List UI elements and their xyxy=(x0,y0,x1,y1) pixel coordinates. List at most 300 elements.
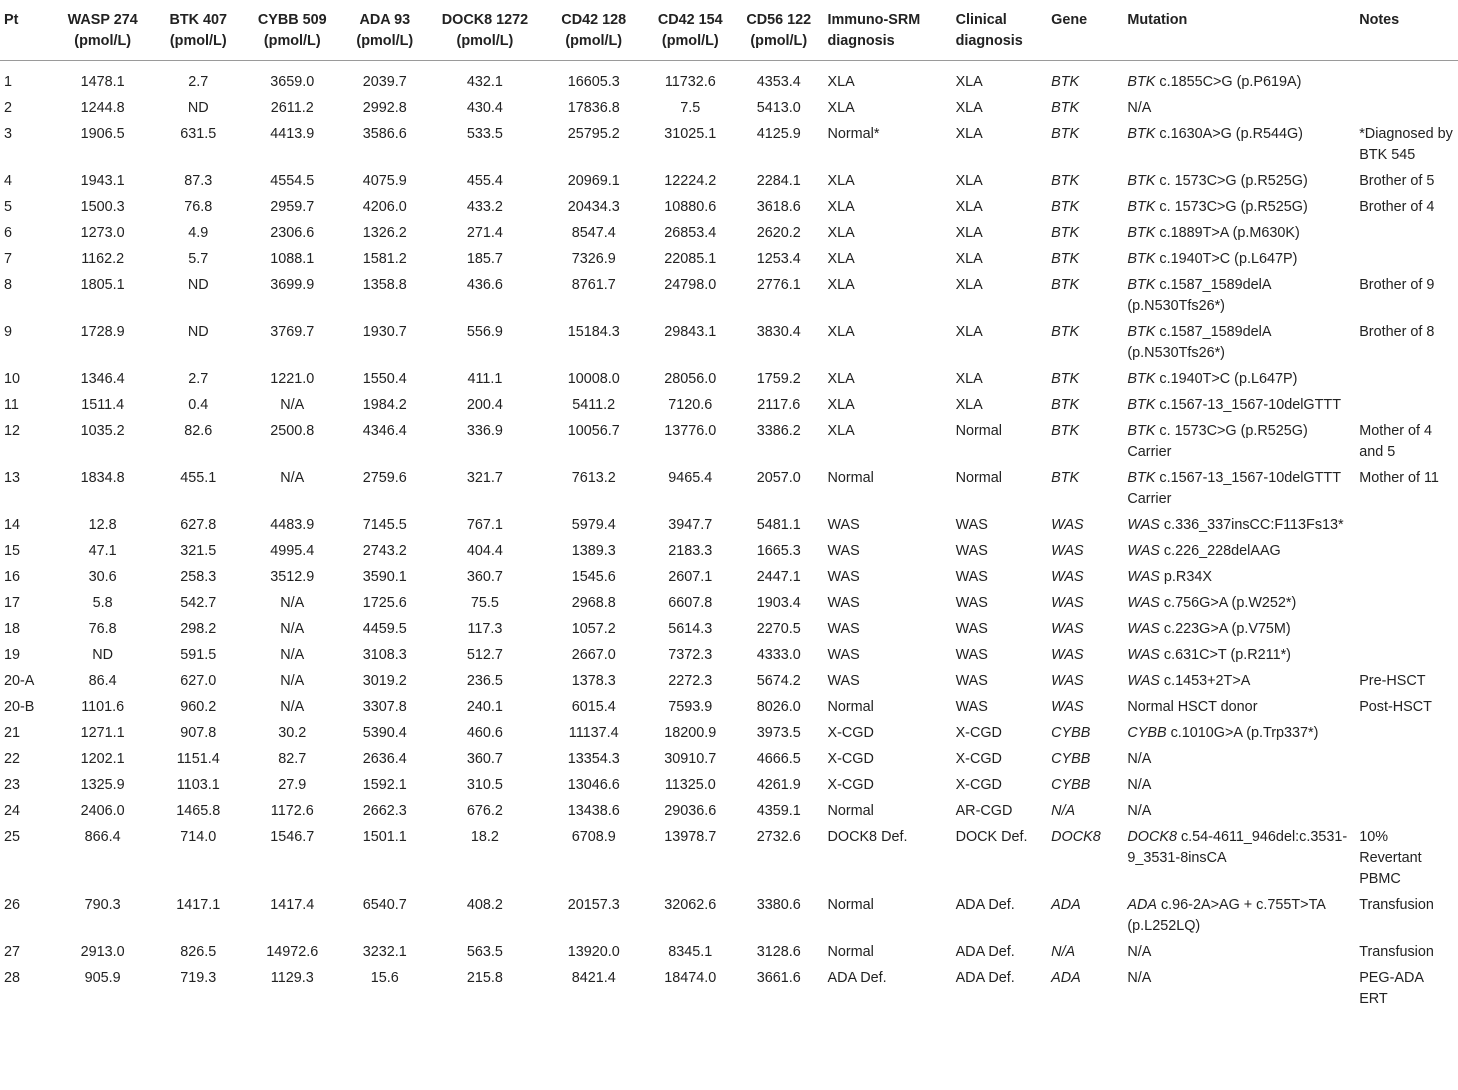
cell-immuno: XLA xyxy=(827,371,855,387)
cell-btk: 627.0 xyxy=(180,673,217,689)
mutation-text: N/A xyxy=(1127,100,1152,116)
cell-dock8: 767.1 xyxy=(466,517,503,533)
cell-clinical: XLA xyxy=(955,173,983,189)
cell-notes: Mother of 11 xyxy=(1359,470,1439,486)
cell-cd42-128: 8421.4 xyxy=(571,970,616,986)
cell-clinical: AR-CGD xyxy=(955,803,1013,819)
cell-ada: 1592.1 xyxy=(362,777,407,793)
cell-cd42-154: 13978.7 xyxy=(664,829,717,845)
cell-cybb: N/A xyxy=(280,470,305,486)
mutation-gene: BTK xyxy=(1127,397,1156,413)
cell-immuno: DOCK8 Def. xyxy=(827,829,908,845)
cell-pt: 14 xyxy=(4,517,21,533)
cell-mutation xyxy=(1123,61,1355,96)
cell-btk: 719.3 xyxy=(180,970,217,986)
cell-cd42-128: 6708.9 xyxy=(571,829,616,845)
cell-cybb: 1546.7 xyxy=(270,829,315,845)
cell-cd42-154: 24798.0 xyxy=(664,277,717,293)
cell-notes xyxy=(1355,773,1458,799)
cell-cd42-154: 2183.3 xyxy=(668,543,713,559)
cell-gene: BTK xyxy=(1051,397,1080,413)
cell-ada: 1725.6 xyxy=(362,595,407,611)
cell-pt: 2 xyxy=(4,100,13,116)
cell-wasp: 1162.2 xyxy=(81,251,125,267)
cell-cd42-128: 20969.1 xyxy=(567,173,620,189)
table-row xyxy=(0,643,1458,669)
cell-clinical: X-CGD xyxy=(955,777,1002,793)
cell-notes xyxy=(1355,367,1458,393)
cell-mutation xyxy=(1123,96,1355,122)
cell-dock8: 215.8 xyxy=(466,970,503,986)
cell-clinical: Normal xyxy=(955,470,1002,486)
cell-pt: 21 xyxy=(4,725,21,741)
cell-cybb: 3659.0 xyxy=(270,74,315,90)
cell-cd56: 3661.6 xyxy=(756,970,801,986)
cell-cd56: 2057.0 xyxy=(756,470,801,486)
cell-cybb: 4995.4 xyxy=(270,543,315,559)
cell-clinical: WAS xyxy=(955,699,988,715)
cell-wasp: 1943.1 xyxy=(80,173,125,189)
cell-dock8: 556.9 xyxy=(466,324,503,340)
cell-cybb: 4413.9 xyxy=(270,126,315,142)
cell-gene: ADA xyxy=(1051,970,1081,986)
cell-notes xyxy=(1355,247,1458,273)
mutation-text: c. 1573C>G (p.R525G) xyxy=(1159,199,1308,215)
cell-immuno: WAS xyxy=(827,543,860,559)
cell-notes xyxy=(1355,513,1458,539)
cell-immuno: WAS xyxy=(827,647,860,663)
cell-cd42-128: 17836.8 xyxy=(567,100,620,116)
cell-cd42-154: 2607.1 xyxy=(668,569,713,585)
cell-dock8: 75.5 xyxy=(470,595,499,611)
column-header-cd42-154: CD42 154 (pmol/L) xyxy=(647,0,734,61)
cell-btk: 960.2 xyxy=(180,699,217,715)
cell-wasp: 1271.1 xyxy=(80,725,125,741)
cell-immuno: XLA xyxy=(827,225,855,241)
cell-mutation xyxy=(1123,247,1355,273)
cell-cd42-128: 15184.3 xyxy=(567,324,620,340)
cell-wasp: 2913.0 xyxy=(80,944,125,960)
table-row xyxy=(0,893,1458,940)
cell-notes: Transfusion xyxy=(1359,944,1434,960)
cell-cd42-154: 7593.9 xyxy=(668,699,713,715)
mutation-gene: BTK xyxy=(1127,470,1156,486)
cell-pt: 4 xyxy=(4,173,13,189)
cell-gene: WAS xyxy=(1051,543,1084,559)
cell-pt: 20-B xyxy=(4,699,35,715)
cell-cybb: 1088.1 xyxy=(270,251,315,267)
cell-gene: CYBB xyxy=(1051,725,1091,741)
cell-gene: WAS xyxy=(1051,621,1084,637)
cell-cd42-128: 13920.0 xyxy=(567,944,620,960)
cell-clinical: XLA xyxy=(955,251,983,267)
mutation-gene: WAS xyxy=(1127,673,1160,689)
cell-cd56: 1253.4 xyxy=(756,251,801,267)
cell-cd56: 3128.6 xyxy=(756,944,801,960)
cell-gene: CYBB xyxy=(1051,777,1091,793)
cell-cd42-154: 31025.1 xyxy=(664,126,717,142)
cell-clinical: XLA xyxy=(955,100,983,116)
cell-ada: 4206.0 xyxy=(362,199,407,215)
cell-cd42-128: 16605.3 xyxy=(567,74,620,90)
cell-wasp: 12.8 xyxy=(88,517,117,533)
cell-immuno: XLA xyxy=(827,423,855,439)
column-header-notes: Notes xyxy=(1355,0,1458,61)
cell-gene: N/A xyxy=(1051,803,1076,819)
cell-mutation xyxy=(1123,367,1355,393)
cell-btk: 82.6 xyxy=(184,423,213,439)
table-row xyxy=(0,169,1458,195)
cell-btk: 4.9 xyxy=(188,225,209,241)
cell-immuno: XLA xyxy=(827,100,855,116)
cell-cybb: 30.2 xyxy=(278,725,307,741)
cell-wasp: 1478.1 xyxy=(80,74,125,90)
table-row xyxy=(0,122,1458,169)
cell-cd42-128: 7613.2 xyxy=(571,470,616,486)
cell-cd56: 4666.5 xyxy=(756,751,801,767)
table-row xyxy=(0,419,1458,466)
cell-dock8: 236.5 xyxy=(466,673,503,689)
cell-cd56: 2732.6 xyxy=(756,829,801,845)
cell-ada: 1550.4 xyxy=(362,371,407,387)
cell-cd42-154: 7372.3 xyxy=(668,647,713,663)
cell-ada: 3586.6 xyxy=(362,126,407,142)
cell-gene: DOCK8 xyxy=(1051,829,1101,845)
cell-dock8: 408.2 xyxy=(466,897,503,913)
table-row xyxy=(0,825,1458,893)
cell-wasp: 30.6 xyxy=(88,569,117,585)
mutation-gene: WAS xyxy=(1127,517,1160,533)
cell-cd42-128: 1545.6 xyxy=(571,569,616,585)
cell-ada: 5390.4 xyxy=(362,725,407,741)
cell-cd56: 4261.9 xyxy=(756,777,801,793)
cell-notes xyxy=(1355,747,1458,773)
cell-clinical: XLA xyxy=(955,199,983,215)
cell-pt: 23 xyxy=(4,777,21,793)
cell-cd42-128: 10008.0 xyxy=(567,371,620,387)
cell-cd42-154: 30910.7 xyxy=(664,751,717,767)
cell-mutation xyxy=(1123,966,1355,1013)
cell-clinical: X-CGD xyxy=(955,725,1002,741)
cell-clinical: X-CGD xyxy=(955,751,1002,767)
cell-gene: WAS xyxy=(1051,647,1084,663)
cell-cd56: 3380.6 xyxy=(756,897,801,913)
cell-clinical: ADA Def. xyxy=(955,944,1015,960)
mutation-text: p.R34X xyxy=(1163,569,1212,585)
table-row xyxy=(0,747,1458,773)
cell-btk: 591.5 xyxy=(180,647,217,663)
column-header-ada: ADA 93 (pmol/L) xyxy=(341,0,429,61)
mutation-gene: BTK xyxy=(1127,324,1156,340)
mutation-text: N/A xyxy=(1127,803,1152,819)
cell-ada: 1930.7 xyxy=(362,324,407,340)
cell-immuno: XLA xyxy=(827,74,855,90)
cell-clinical: XLA xyxy=(955,225,983,241)
column-header-mutation: Mutation xyxy=(1123,0,1355,61)
cell-cd42-128: 8761.7 xyxy=(571,277,616,293)
cell-ada: 15.6 xyxy=(370,970,399,986)
cell-notes: Brother of 5 xyxy=(1359,173,1435,189)
cell-cd56: 2447.1 xyxy=(756,569,801,585)
cell-pt: 15 xyxy=(4,543,21,559)
cell-wasp: 1500.3 xyxy=(80,199,125,215)
cell-gene: BTK xyxy=(1051,74,1080,90)
cell-dock8: 18.2 xyxy=(470,829,499,845)
table-row xyxy=(0,320,1458,367)
cell-dock8: 321.7 xyxy=(466,470,503,486)
cell-gene: N/A xyxy=(1051,944,1076,960)
cell-immuno: XLA xyxy=(827,173,855,189)
cell-gene: BTK xyxy=(1051,173,1080,189)
cell-clinical: WAS xyxy=(955,621,988,637)
cell-clinical: XLA xyxy=(955,74,983,90)
cell-cd56: 2117.6 xyxy=(757,397,801,413)
cell-cybb: N/A xyxy=(280,621,305,637)
cell-mutation xyxy=(1123,617,1355,643)
cell-gene: WAS xyxy=(1051,673,1084,689)
table-row xyxy=(0,273,1458,320)
table-row xyxy=(0,393,1458,419)
cell-cd42-128: 1057.2 xyxy=(571,621,616,637)
cell-ada: 1358.8 xyxy=(362,277,407,293)
mutation-text: c.1587_1589delA (p.N530Tfs26*) xyxy=(1127,324,1271,361)
cell-cd56: 3830.4 xyxy=(756,324,801,340)
cell-clinical: XLA xyxy=(955,397,983,413)
cell-cybb: 14972.6 xyxy=(266,944,319,960)
table-row xyxy=(0,721,1458,747)
cell-ada: 1581.2 xyxy=(362,251,407,267)
cell-immuno: XLA xyxy=(827,199,855,215)
cell-pt: 13 xyxy=(4,470,21,486)
mutation-gene: CYBB xyxy=(1127,725,1167,741)
cell-btk: 714.0 xyxy=(180,829,217,845)
cell-cd56: 4125.9 xyxy=(756,126,801,142)
mutation-text: c.1587_1589delA (p.N530Tfs26*) xyxy=(1127,277,1271,314)
table-row xyxy=(0,591,1458,617)
cell-cybb: 2500.8 xyxy=(270,423,315,439)
table-row xyxy=(0,966,1458,1013)
cell-immuno: WAS xyxy=(827,621,860,637)
column-header-wasp: WASP 274 (pmol/L) xyxy=(53,0,153,61)
cell-pt: 5 xyxy=(4,199,13,215)
cell-ada: 3019.2 xyxy=(362,673,407,689)
cell-gene: BTK xyxy=(1051,199,1080,215)
cell-immuno: XLA xyxy=(827,277,855,293)
cell-cd56: 3973.5 xyxy=(756,725,801,741)
table-row xyxy=(0,617,1458,643)
mutation-text: c.1940T>C (p.L647P) xyxy=(1159,251,1298,267)
cell-cd42-128: 10056.7 xyxy=(567,423,620,439)
cell-cd42-128: 8547.4 xyxy=(571,225,616,241)
cell-dock8: 185.7 xyxy=(466,251,503,267)
table-row xyxy=(0,773,1458,799)
cell-mutation xyxy=(1123,940,1355,966)
cell-cd42-128: 6015.4 xyxy=(571,699,616,715)
table-row xyxy=(0,799,1458,825)
cell-clinical: DOCK Def. xyxy=(955,829,1028,845)
cell-pt: 27 xyxy=(4,944,21,960)
cell-cybb: 4483.9 xyxy=(270,517,315,533)
cell-notes xyxy=(1355,591,1458,617)
cell-dock8: 436.6 xyxy=(466,277,503,293)
cell-cybb: 1172.6 xyxy=(270,803,314,819)
cell-cd42-154: 29036.6 xyxy=(664,803,717,819)
cell-pt: 17 xyxy=(4,595,21,611)
cell-wasp: 76.8 xyxy=(88,621,117,637)
cell-cybb: N/A xyxy=(280,595,305,611)
table-row xyxy=(0,96,1458,122)
cell-notes: Pre-HSCT xyxy=(1359,673,1426,689)
cell-gene: WAS xyxy=(1051,517,1084,533)
cell-cd42-128: 2667.0 xyxy=(571,647,616,663)
cell-btk: 5.7 xyxy=(188,251,209,267)
cell-immuno: Normal xyxy=(827,803,874,819)
cell-mutation xyxy=(1123,169,1355,195)
column-header-immuno: Immuno-SRM diagnosis xyxy=(823,0,951,61)
cell-gene: BTK xyxy=(1051,126,1080,142)
cell-pt: 6 xyxy=(4,225,13,241)
cell-ada: 2992.8 xyxy=(362,100,407,116)
cell-mutation xyxy=(1123,591,1355,617)
cell-cd42-154: 12224.2 xyxy=(664,173,717,189)
mutation-gene: ADA xyxy=(1127,897,1157,913)
cell-clinical: XLA xyxy=(955,277,983,293)
cell-btk: ND xyxy=(187,277,209,293)
mutation-text: c.756G>A (p.W252*) xyxy=(1163,595,1297,611)
table-row xyxy=(0,513,1458,539)
cell-cd42-154: 29843.1 xyxy=(664,324,717,340)
cell-ada: 2759.6 xyxy=(362,470,407,486)
cell-notes xyxy=(1355,61,1458,96)
table-row xyxy=(0,669,1458,695)
cell-dock8: 360.7 xyxy=(466,751,503,767)
cell-cd42-154: 18200.9 xyxy=(664,725,717,741)
cell-ada: 1501.1 xyxy=(362,829,407,845)
cell-notes: Brother of 8 xyxy=(1359,324,1435,340)
mutation-gene: BTK xyxy=(1127,423,1156,439)
mutation-text: N/A xyxy=(1127,751,1152,767)
column-header-gene: Gene xyxy=(1047,0,1123,61)
cell-cd42-154: 7120.6 xyxy=(668,397,713,413)
cell-mutation xyxy=(1123,539,1355,565)
cell-cybb: N/A xyxy=(280,673,305,689)
cell-cybb: 1129.3 xyxy=(270,970,314,986)
cell-ada: 1326.2 xyxy=(362,225,407,241)
cell-pt: 3 xyxy=(4,126,13,142)
cell-gene: BTK xyxy=(1051,423,1080,439)
cell-cd56: 4353.4 xyxy=(756,74,801,90)
cell-clinical: XLA xyxy=(955,126,983,142)
table-row xyxy=(0,221,1458,247)
cell-pt: 28 xyxy=(4,970,21,986)
cell-wasp: 2406.0 xyxy=(80,803,125,819)
cell-dock8: 432.1 xyxy=(466,74,503,90)
cell-cd56: 3618.6 xyxy=(756,199,801,215)
cell-cybb: 4554.5 xyxy=(270,173,315,189)
cell-gene: CYBB xyxy=(1051,751,1091,767)
cell-btk: 87.3 xyxy=(184,173,213,189)
cell-clinical: WAS xyxy=(955,595,988,611)
cell-cd42-154: 11325.0 xyxy=(664,777,716,793)
cell-cd42-128: 1389.3 xyxy=(571,543,616,559)
cell-immuno: WAS xyxy=(827,595,860,611)
cell-cd42-128: 7326.9 xyxy=(571,251,616,267)
cell-immuno: Normal xyxy=(827,470,874,486)
cell-cybb: 82.7 xyxy=(278,751,307,767)
mutation-gene: DOCK8 xyxy=(1127,829,1177,845)
cell-dock8: 336.9 xyxy=(466,423,503,439)
column-header-dock8: DOCK8 1272 (pmol/L) xyxy=(429,0,541,61)
cell-immuno: WAS xyxy=(827,673,860,689)
cell-wasp: 790.3 xyxy=(84,897,121,913)
cell-mutation xyxy=(1123,393,1355,419)
cell-cd42-128: 20157.3 xyxy=(567,897,620,913)
mutation-text: c.631C>T (p.R211*) xyxy=(1163,647,1291,663)
cell-dock8: 411.1 xyxy=(467,371,503,387)
cell-cd56: 5674.2 xyxy=(756,673,801,689)
mutation-gene: BTK xyxy=(1127,371,1156,387)
cell-cd56: 1903.4 xyxy=(756,595,801,611)
cell-pt: 20-A xyxy=(4,673,35,689)
column-header-cd56: CD56 122 (pmol/L) xyxy=(734,0,823,61)
mutation-text: c.1567-13_1567-10delGTTT Carrier xyxy=(1127,470,1341,507)
mutation-text: c.1567-13_1567-10delGTTT xyxy=(1159,397,1341,413)
mutation-text: c.1453+2T>A xyxy=(1163,673,1251,689)
cell-mutation xyxy=(1123,466,1355,513)
cell-gene: BTK xyxy=(1051,225,1080,241)
cell-wasp: 1346.4 xyxy=(80,371,125,387)
cell-wasp: 905.9 xyxy=(84,970,121,986)
cell-pt: 24 xyxy=(4,803,21,819)
cell-cybb: 3699.9 xyxy=(270,277,315,293)
table-row xyxy=(0,195,1458,221)
cell-mutation xyxy=(1123,721,1355,747)
cell-wasp: 866.4 xyxy=(84,829,121,845)
cell-immuno: XLA xyxy=(827,251,855,267)
cell-clinical: WAS xyxy=(955,647,988,663)
mutation-gene: WAS xyxy=(1127,543,1160,559)
cell-cd42-154: 22085.1 xyxy=(664,251,717,267)
cell-btk: ND xyxy=(187,100,209,116)
cell-gene: BTK xyxy=(1051,371,1080,387)
cell-notes xyxy=(1355,221,1458,247)
cell-immuno: ADA Def. xyxy=(827,970,887,986)
cell-ada: 4459.5 xyxy=(362,621,407,637)
cell-ada: 4075.9 xyxy=(362,173,407,189)
header-row xyxy=(0,0,1458,61)
cell-pt: 10 xyxy=(4,371,21,387)
mutation-text: c.1889T>A (p.M630K) xyxy=(1159,225,1300,241)
cell-gene: WAS xyxy=(1051,569,1084,585)
cell-notes xyxy=(1355,565,1458,591)
cell-mutation xyxy=(1123,122,1355,169)
cell-dock8: 360.7 xyxy=(466,569,503,585)
cell-mutation xyxy=(1123,221,1355,247)
mutation-text: c.223G>A (p.V75M) xyxy=(1163,621,1291,637)
cell-clinical: ADA Def. xyxy=(955,897,1015,913)
cell-pt: 9 xyxy=(4,324,13,340)
cell-cd42-154: 8345.1 xyxy=(668,944,713,960)
cell-cd42-154: 28056.0 xyxy=(664,371,717,387)
cell-pt: 26 xyxy=(4,897,21,913)
mutation-text: c. 1573C>G (p.R525G) xyxy=(1159,173,1308,189)
cell-mutation xyxy=(1123,320,1355,367)
mutation-text: c.96-2A>AG + c.755T>TA (p.L252LQ) xyxy=(1127,897,1326,934)
mutation-gene: BTK xyxy=(1127,251,1156,267)
cell-pt: 1 xyxy=(4,74,13,90)
cell-mutation xyxy=(1123,695,1355,721)
cell-wasp: 1805.1 xyxy=(80,277,125,293)
